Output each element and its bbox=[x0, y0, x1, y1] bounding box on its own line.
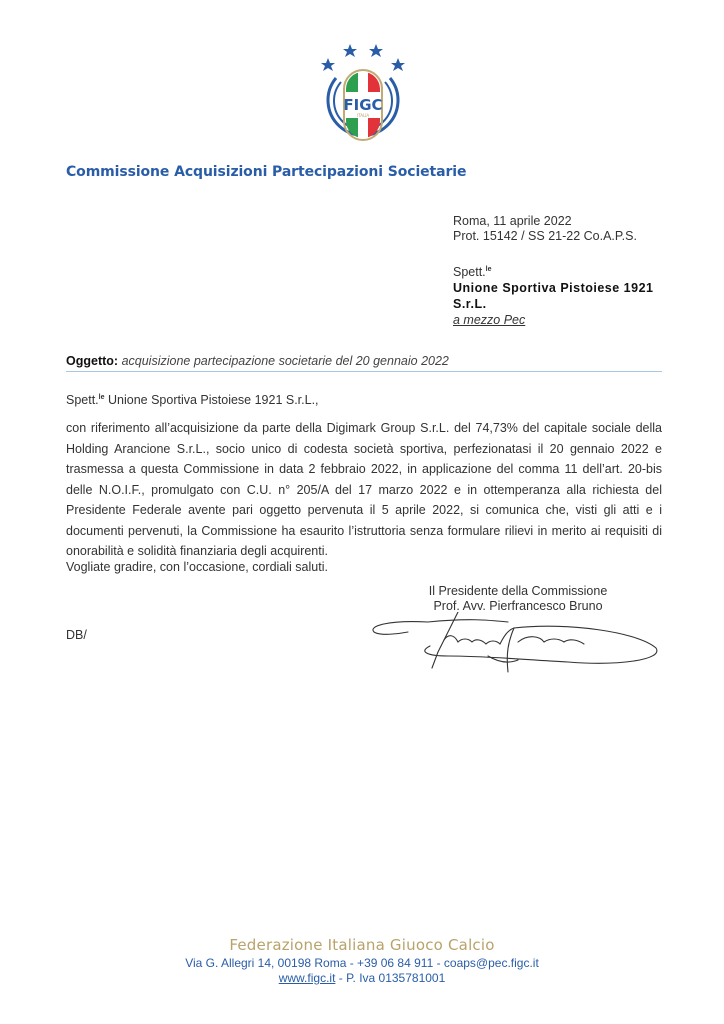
greeting-sup: le bbox=[98, 393, 105, 401]
subject-line bbox=[66, 354, 662, 372]
closing-line: Vogliate gradire, con l’occasione, cordiali saluti. bbox=[66, 560, 328, 574]
signer-name: Prof. Avv. Pierfrancesco Bruno bbox=[433, 599, 603, 613]
svg-text:FIGC: FIGC bbox=[343, 96, 383, 114]
recipient-block bbox=[453, 262, 668, 328]
place-date: Roma, 11 aprile 2022 bbox=[453, 214, 572, 228]
figc-shield-icon bbox=[318, 38, 408, 148]
greeting-name: Unione Sportiva Pistoiese 1921 S.r.L., bbox=[104, 393, 319, 407]
recipient-name-line1: Unione Sportiva Pistoiese 1921 bbox=[453, 281, 654, 296]
stars-icon bbox=[321, 44, 405, 71]
signature-icon bbox=[368, 612, 663, 682]
salutation-sup: le bbox=[485, 266, 492, 273]
recipient-salutation bbox=[453, 262, 668, 280]
footer-organization: Federazione Italiana Giuoco Calcio bbox=[229, 936, 495, 954]
svg-text:ITALIA: ITALIA bbox=[356, 113, 370, 118]
commission-title: Commissione Acquisizioni Partecipazioni Societarie bbox=[66, 164, 467, 180]
protocol-number: Prot. 15142 / SS 21-22 Co.A.P.S. bbox=[453, 229, 637, 243]
greeting-prefix: Spett. bbox=[66, 393, 99, 407]
vat-number: - P. Iva 0135781001 bbox=[335, 971, 446, 985]
footer-web-vat bbox=[0, 971, 724, 985]
subject-text: acquisizione partecipazione societarie del 20 gennaio 2022 bbox=[121, 354, 449, 368]
figc-logo bbox=[318, 38, 408, 148]
salutation-text: Spett. bbox=[453, 265, 486, 280]
signer-role: Il Presidente della Commissione bbox=[428, 584, 608, 598]
delivery-method: a mezzo Pec bbox=[453, 313, 526, 328]
greeting bbox=[66, 393, 319, 407]
date-protocol-block bbox=[453, 214, 637, 244]
subject-label: Oggetto: bbox=[66, 354, 119, 368]
author-initials: DB/ bbox=[66, 628, 87, 642]
recipient-name-line2: S.r.L. bbox=[453, 297, 487, 312]
body-paragraph: con riferimento all’acquisizione da parte della Digimark Group S.r.L. del 74,73% del capitale sociale della Holding Arancione S.r.L., socio unico di codesta società sportiva, perfezionatasi il 20 gennaio 2022 e trasmessa a questa Commissione in data 2 febbraio 2022, in applicazione del comma 11 dell’art. 20-bis delle N.O.I.F., promulgato con C.U. n° 205/A del 17 marzo 2022 e in ottemperanza alla richiesta del Presidente Federale avente pari oggetto pervenuta il 5 aprile 2022, si comunica che, visti gli atti e i documenti pervenuti, la Commissione ha esaurito l’istruttoria senza formulare rilievi in merito ai requisiti di onorabilità e solidità finanziaria degli acquirenti. bbox=[66, 421, 662, 558]
footer bbox=[0, 936, 724, 985]
signer-block bbox=[420, 584, 616, 614]
website-link[interactable]: www.figc.it bbox=[278, 971, 336, 985]
handwritten-signature bbox=[368, 612, 663, 682]
footer-address: Via G. Allegri 14, 00198 Roma - +39 06 84 911 - coaps@pec.figc.it bbox=[185, 956, 539, 970]
